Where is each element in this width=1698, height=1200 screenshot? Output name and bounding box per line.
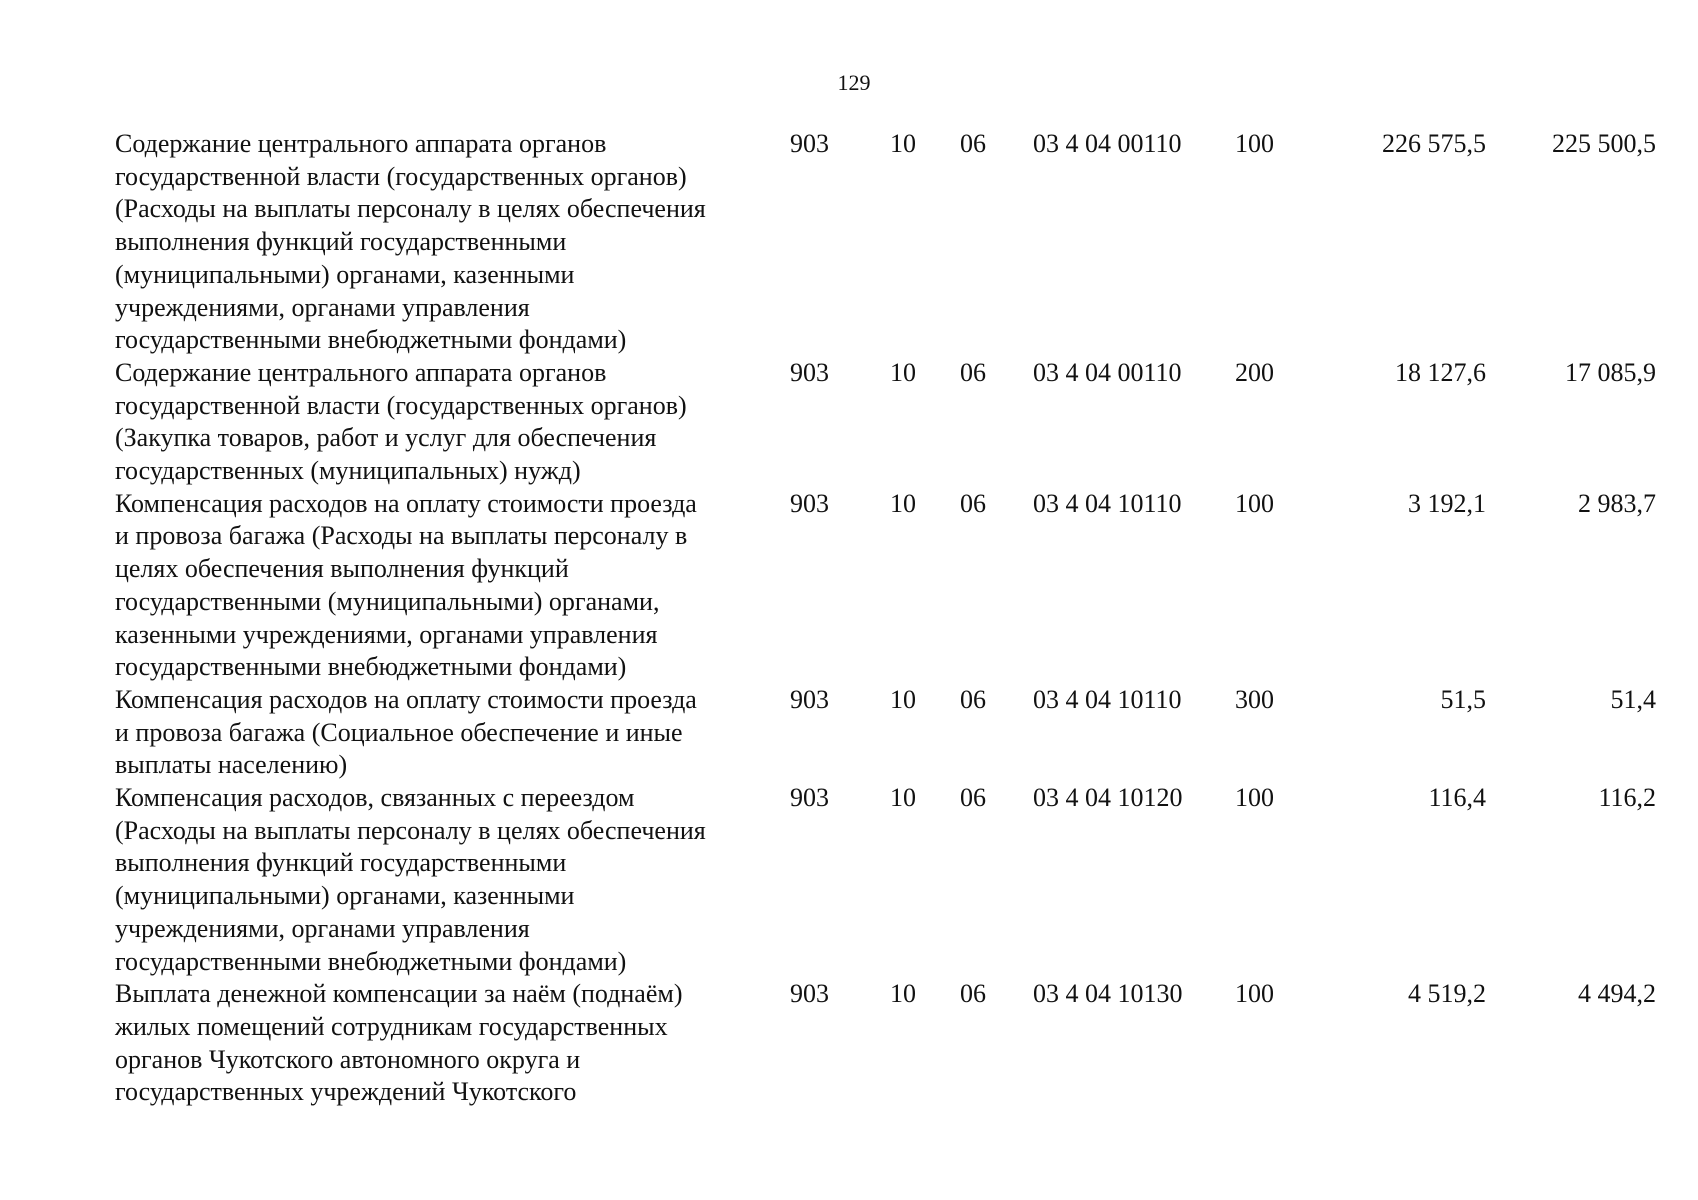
description-line: жилых помещений сотрудникам государственных	[115, 1011, 668, 1041]
target-article-code: 03 4 04 10130	[1033, 979, 1183, 1009]
description-line: Компенсация расходов на оплату стоимости проезда	[115, 488, 697, 518]
description-line: и провоза багажа (Расходы на выплаты персоналу в	[115, 521, 688, 551]
description-line: выполнения функций государственными	[115, 227, 567, 257]
table-row	[0, 357, 1698, 488]
description-line: государственной власти (государственных органов)	[115, 390, 687, 420]
target-article-code: 03 4 04 10110	[1033, 488, 1182, 518]
sum-first-year: 3 192,1	[1408, 488, 1486, 518]
subsection-code: 06	[960, 684, 986, 714]
description-line: (муниципальными) органами, казенными	[115, 881, 575, 911]
description-line: государственными (муниципальными) органами,	[115, 586, 660, 616]
row-description	[115, 488, 775, 684]
description-line: выполнения функций государственными	[115, 848, 567, 878]
sum-first-year: 226 575,5	[1382, 129, 1486, 158]
budget-table	[0, 128, 1698, 1109]
sum-second-year: 17 085,9	[1565, 357, 1656, 387]
description-line: (муниципальными) органами, казенными	[115, 259, 575, 289]
subsection-code: 06	[960, 979, 986, 1009]
row-description	[115, 978, 775, 1109]
page-number: 129	[837, 70, 871, 95]
row-description	[115, 782, 775, 978]
table-row	[0, 684, 1698, 782]
description-line: казенными учреждениями, органами управления	[115, 619, 658, 649]
description-line: Содержание центрального аппарата органов	[115, 129, 607, 158]
expense-type-code: 100	[1235, 129, 1274, 158]
description-line: органов Чукотского автономного округа и	[115, 1044, 581, 1074]
sum-second-year: 51,4	[1610, 684, 1656, 714]
description-line: выплаты населению)	[115, 750, 348, 780]
table-row	[0, 978, 1698, 1109]
row-description	[115, 128, 775, 357]
subsection-code: 06	[960, 783, 986, 813]
ministry-code: 903	[790, 488, 829, 518]
table-row	[0, 782, 1698, 978]
ministry-code: 903	[790, 129, 829, 158]
section-code: 10	[890, 684, 916, 714]
expense-type-code: 100	[1235, 488, 1274, 518]
section-code: 10	[890, 979, 916, 1009]
subsection-code: 06	[960, 488, 986, 518]
sum-first-year: 116,4	[1428, 783, 1486, 813]
description-line: Компенсация расходов на оплату стоимости проезда	[115, 684, 697, 714]
description-line: (Расходы на выплаты персоналу в целях обеспечения	[115, 815, 706, 845]
description-line: и провоза багажа (Социальное обеспечение и иные	[115, 717, 683, 747]
row-description	[115, 684, 775, 782]
section-code: 10	[890, 783, 916, 813]
target-article-code: 03 4 04 10120	[1033, 783, 1183, 813]
expense-type-code: 100	[1235, 783, 1274, 813]
description-line: Компенсация расходов, связанных с переездом	[115, 783, 635, 813]
ministry-code: 903	[790, 783, 829, 813]
ministry-code: 903	[790, 357, 829, 387]
row-description	[115, 357, 775, 488]
table-row	[0, 488, 1698, 684]
ministry-code: 903	[790, 979, 829, 1009]
description-line: государственных (муниципальных) нужд)	[115, 456, 581, 486]
expense-type-code: 300	[1235, 684, 1274, 714]
description-line: государственных учреждений Чукотского	[115, 1077, 577, 1107]
section-code: 10	[890, 357, 916, 387]
description-line: учреждениями, органами управления	[115, 292, 530, 322]
sum-first-year: 18 127,6	[1395, 357, 1486, 387]
description-line: целях обеспечения выполнения функций	[115, 554, 569, 584]
subsection-code: 06	[960, 357, 986, 387]
description-line: Выплата денежной компенсации за наём (поднаём)	[115, 979, 683, 1009]
sum-second-year: 2 983,7	[1578, 488, 1656, 518]
description-line: учреждениями, органами управления	[115, 913, 530, 943]
description-line: государственными внебюджетными фондами)	[115, 946, 627, 976]
description-line: (Закупка товаров, работ и услуг для обеспечения	[115, 423, 657, 453]
description-line: государственными внебюджетными фондами)	[115, 325, 627, 355]
table-row	[0, 128, 1698, 357]
description-line: Содержание центрального аппарата органов	[115, 357, 607, 387]
description-line: государственной власти (государственных органов)	[115, 161, 687, 191]
target-article-code: 03 4 04 00110	[1033, 357, 1182, 387]
description-line: государственными внебюджетными фондами)	[115, 652, 627, 682]
sum-second-year: 4 494,2	[1578, 979, 1656, 1009]
expense-type-code: 100	[1235, 979, 1274, 1009]
sum-second-year: 225 500,5	[1552, 129, 1656, 158]
expense-type-code: 200	[1235, 357, 1274, 387]
sum-first-year: 4 519,2	[1408, 979, 1486, 1009]
subsection-code: 06	[960, 129, 986, 158]
target-article-code: 03 4 04 00110	[1033, 129, 1182, 158]
target-article-code: 03 4 04 10110	[1033, 684, 1182, 714]
sum-second-year: 116,2	[1598, 783, 1656, 813]
description-line: (Расходы на выплаты персоналу в целях обеспечения	[115, 194, 706, 224]
ministry-code: 903	[790, 684, 829, 714]
section-code: 10	[890, 488, 916, 518]
section-code: 10	[890, 129, 916, 158]
sum-first-year: 51,5	[1440, 684, 1486, 714]
